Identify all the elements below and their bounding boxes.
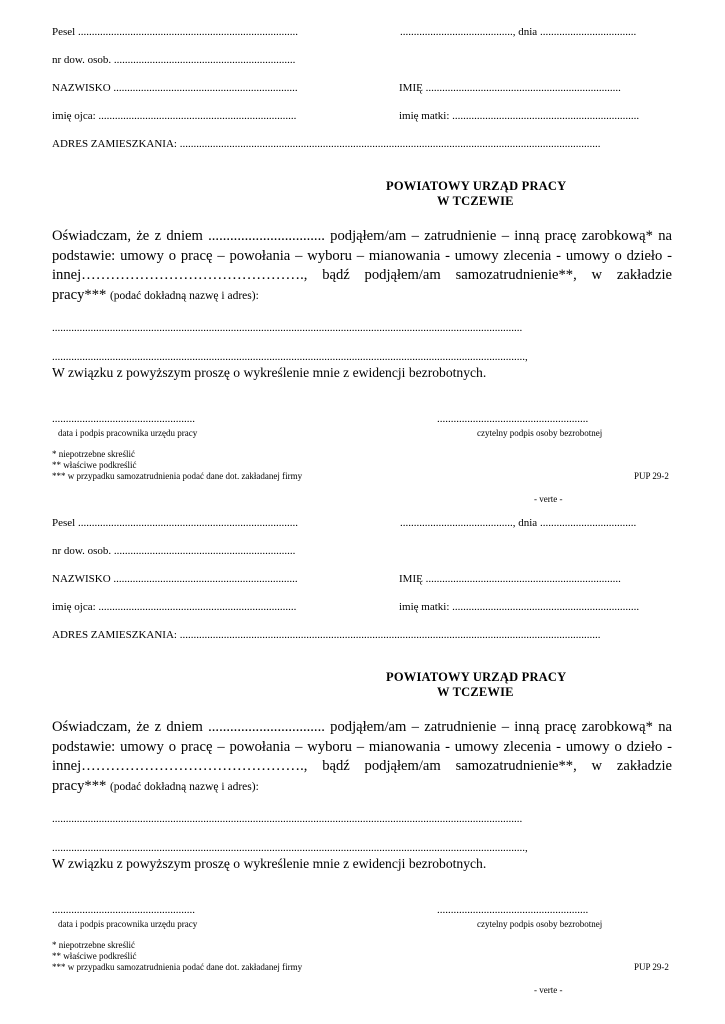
officer-signature-line[interactable]: .................................................... bbox=[52, 413, 195, 425]
declaration-paragraph bbox=[52, 718, 672, 797]
employer-line-1[interactable]: ........................................................................................................................................................................... bbox=[52, 322, 523, 334]
declaration-hint: (podać dokładną nazwę i adres): bbox=[109, 780, 259, 793]
request-text: W związku z powyższym proszę o wykreślenie mnie z ewidencji bezrobotnych. bbox=[52, 365, 487, 380]
surname-field[interactable]: NAZWISKO ................................................................... bbox=[52, 573, 298, 585]
employer-line-1[interactable]: ........................................................................................................................................................................... bbox=[52, 813, 523, 825]
officer-signature-label: data i podpis pracownika urzędu pracy bbox=[58, 428, 198, 438]
footnote-2: ** właściwe podkreślić bbox=[52, 460, 137, 470]
pesel-field[interactable]: Pesel ................................................................................ bbox=[52, 26, 298, 38]
declaration-text: Oświadczam, że z dniem ................................ podjąłem/am – zatrudnienie – inną pracę zarobkową* na podstawie: umowy o pracę – powołania – wyboru – mianowania - umowy zlecenia - umowy o dzieło - innej………………………………………., bądź podjąłem/am samozatrudnienie**, w zakładzie pracy*** bbox=[52, 228, 672, 303]
footnote-3: *** w przypadku samozatrudnienia podać dane dot. zakładanej firmy bbox=[52, 471, 303, 481]
applicant-signature-label: czytelny podpis osoby bezrobotnej bbox=[477, 428, 603, 438]
father-name-field[interactable]: imię ojca: ........................................................................ bbox=[52, 601, 297, 613]
footnote-3: *** w przypadku samozatrudnienia podać dane dot. zakładanej firmy bbox=[52, 962, 303, 972]
footnote-1: * niepotrzebne skreślić bbox=[52, 940, 135, 950]
date-field[interactable]: ........................................., dnia ................................... bbox=[400, 517, 637, 529]
office-city: W TCZEWIE bbox=[437, 685, 514, 699]
father-name-field[interactable]: imię ojca: ........................................................................ bbox=[52, 110, 297, 122]
request-text: W związku z powyższym proszę o wykreślenie mnie z ewidencji bezrobotnych. bbox=[52, 856, 487, 871]
applicant-signature-line[interactable]: ....................................................... bbox=[437, 904, 589, 916]
date-field[interactable]: ........................................., dnia ................................... bbox=[400, 26, 637, 38]
form-code: PUP 29-2 bbox=[634, 471, 669, 481]
applicant-signature-label: czytelny podpis osoby bezrobotnej bbox=[477, 919, 603, 929]
declaration-paragraph bbox=[52, 227, 672, 306]
officer-signature-label: data i podpis pracownika urzędu pracy bbox=[58, 919, 198, 929]
verte-note: - verte - bbox=[534, 985, 563, 995]
mother-name-field[interactable]: imię matki: .................................................................... bbox=[399, 601, 640, 613]
officer-signature-line[interactable]: .................................................... bbox=[52, 904, 195, 916]
mother-name-field[interactable]: imię matki: .................................................................... bbox=[399, 110, 640, 122]
surname-field[interactable]: NAZWISKO ................................................................... bbox=[52, 82, 298, 94]
declaration-text: Oświadczam, że z dniem ................................ podjąłem/am – zatrudnienie – inną pracę zarobkową* na podstawie: umowy o pracę – powołania – wyboru – mianowania - umowy zlecenia - umowy o dzieło - innej………………………………………., bądź podjąłem/am samozatrudnienie**, w zakładzie pracy*** bbox=[52, 719, 672, 794]
employer-line-2[interactable]: ............................................................................................................................................................................, bbox=[52, 842, 528, 854]
pesel-field[interactable]: Pesel ................................................................................ bbox=[52, 517, 298, 529]
address-field[interactable]: ADRES ZAMIESZKANIA: ......................................................................................................................................................... bbox=[52, 629, 601, 641]
first-name-field[interactable]: IMIĘ ....................................................................... bbox=[399, 82, 621, 94]
employer-line-2[interactable]: ............................................................................................................................................................................, bbox=[52, 351, 528, 363]
verte-note: - verte - bbox=[534, 494, 563, 504]
id-number-field[interactable]: nr dow. osob. .................................................................. bbox=[52, 545, 296, 557]
office-title: POWIATOWY URZĄD PRACY bbox=[386, 670, 567, 684]
declaration-hint: (podać dokładną nazwę i adres): bbox=[109, 289, 259, 302]
applicant-signature-line[interactable]: ....................................................... bbox=[437, 413, 589, 425]
footnote-1: * niepotrzebne skreślić bbox=[52, 449, 135, 459]
first-name-field[interactable]: IMIĘ ....................................................................... bbox=[399, 573, 621, 585]
footnote-2: ** właściwe podkreślić bbox=[52, 951, 137, 961]
office-title: POWIATOWY URZĄD PRACY bbox=[386, 179, 567, 193]
address-field[interactable]: ADRES ZAMIESZKANIA: ......................................................................................................................................................... bbox=[52, 138, 601, 150]
office-city: W TCZEWIE bbox=[437, 194, 514, 208]
id-number-field[interactable]: nr dow. osob. .................................................................. bbox=[52, 54, 296, 66]
form-code: PUP 29-2 bbox=[634, 962, 669, 972]
